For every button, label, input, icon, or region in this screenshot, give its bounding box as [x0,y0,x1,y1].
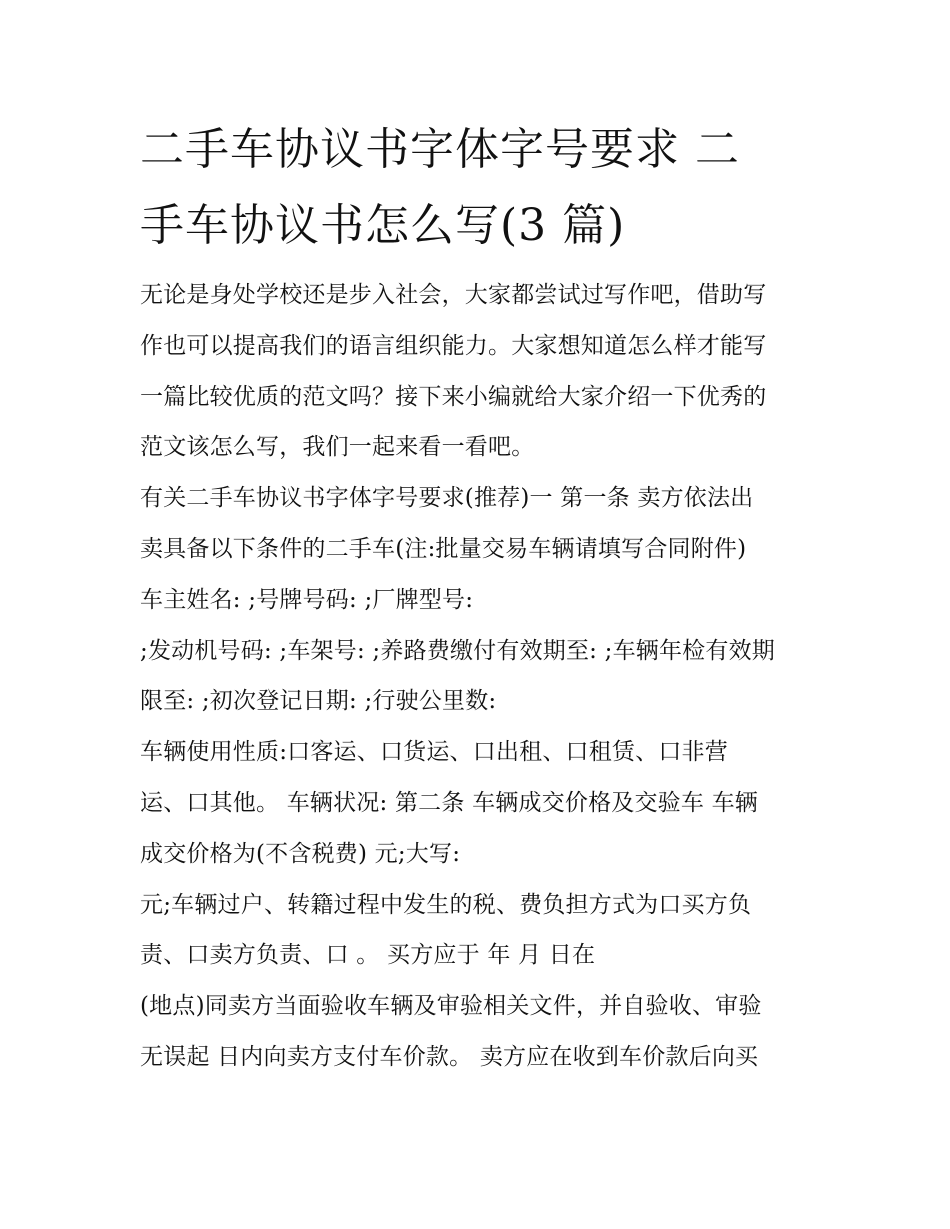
body-line: 范文该怎么写，我们一起来看一看吧。 [140,434,535,461]
body-line: 一篇比较优质的范文吗？接下来小编就给大家介绍一下优秀的 [140,383,767,410]
body-line: 有关二手车协议书字体字号要求(推荐)一 第一条 卖方依法出 [140,485,754,512]
document-title [140,112,820,264]
body-line: 责、口卖方负责、口 。 买方应于 年 月 日在 [140,942,596,969]
body-line: ;发动机号码: ;车架号: ;养路费缴付有效期至: ;车辆年检有效期 [140,637,775,664]
body-line: 成交价格为(不含税费) 元;大写: [140,840,461,867]
body-line: 车主姓名: ;号牌号码: ;厂牌型号: [140,586,474,613]
body-line: 无论是身处学校还是步入社会，大家都尝试过写作吧，借助写 [140,282,767,308]
body-line: 卖具备以下条件的二手车(注:批量交易车辆请填写合同附件) [140,535,747,562]
body-line: 限至: ;初次登记日期: ;行驶公里数: [140,688,497,715]
document-body [140,270,820,1083]
body-line: 作也可以提高我们的语言组织能力。大家想知道怎么样才能写 [140,332,767,359]
title-line-2-text: 手车协议书怎么写(3 篇) [140,200,626,251]
body-line: 无误起 日内向卖方支付车价款。 卖方应在收到车价款后向买 [140,1043,759,1070]
title-line-1: 二手车协议书字体字号要求 二 [140,124,740,175]
body-line: 元;车辆过户、转籍过程中发生的税、费负担方式为口买方负 [140,891,752,918]
document-page [140,112,820,1083]
body-line: 车辆使用性质:口客运、口货运、口出租、口租赁、口非营 [140,739,728,766]
title-line-2 [140,188,820,264]
body-line: (地点)同卖方当面验收车辆及审验相关文件，并自验收、审验 [140,993,762,1020]
body-line: 运、口其他。 车辆状况: 第二条 车辆成交价格及交验车 车辆 [140,789,758,816]
